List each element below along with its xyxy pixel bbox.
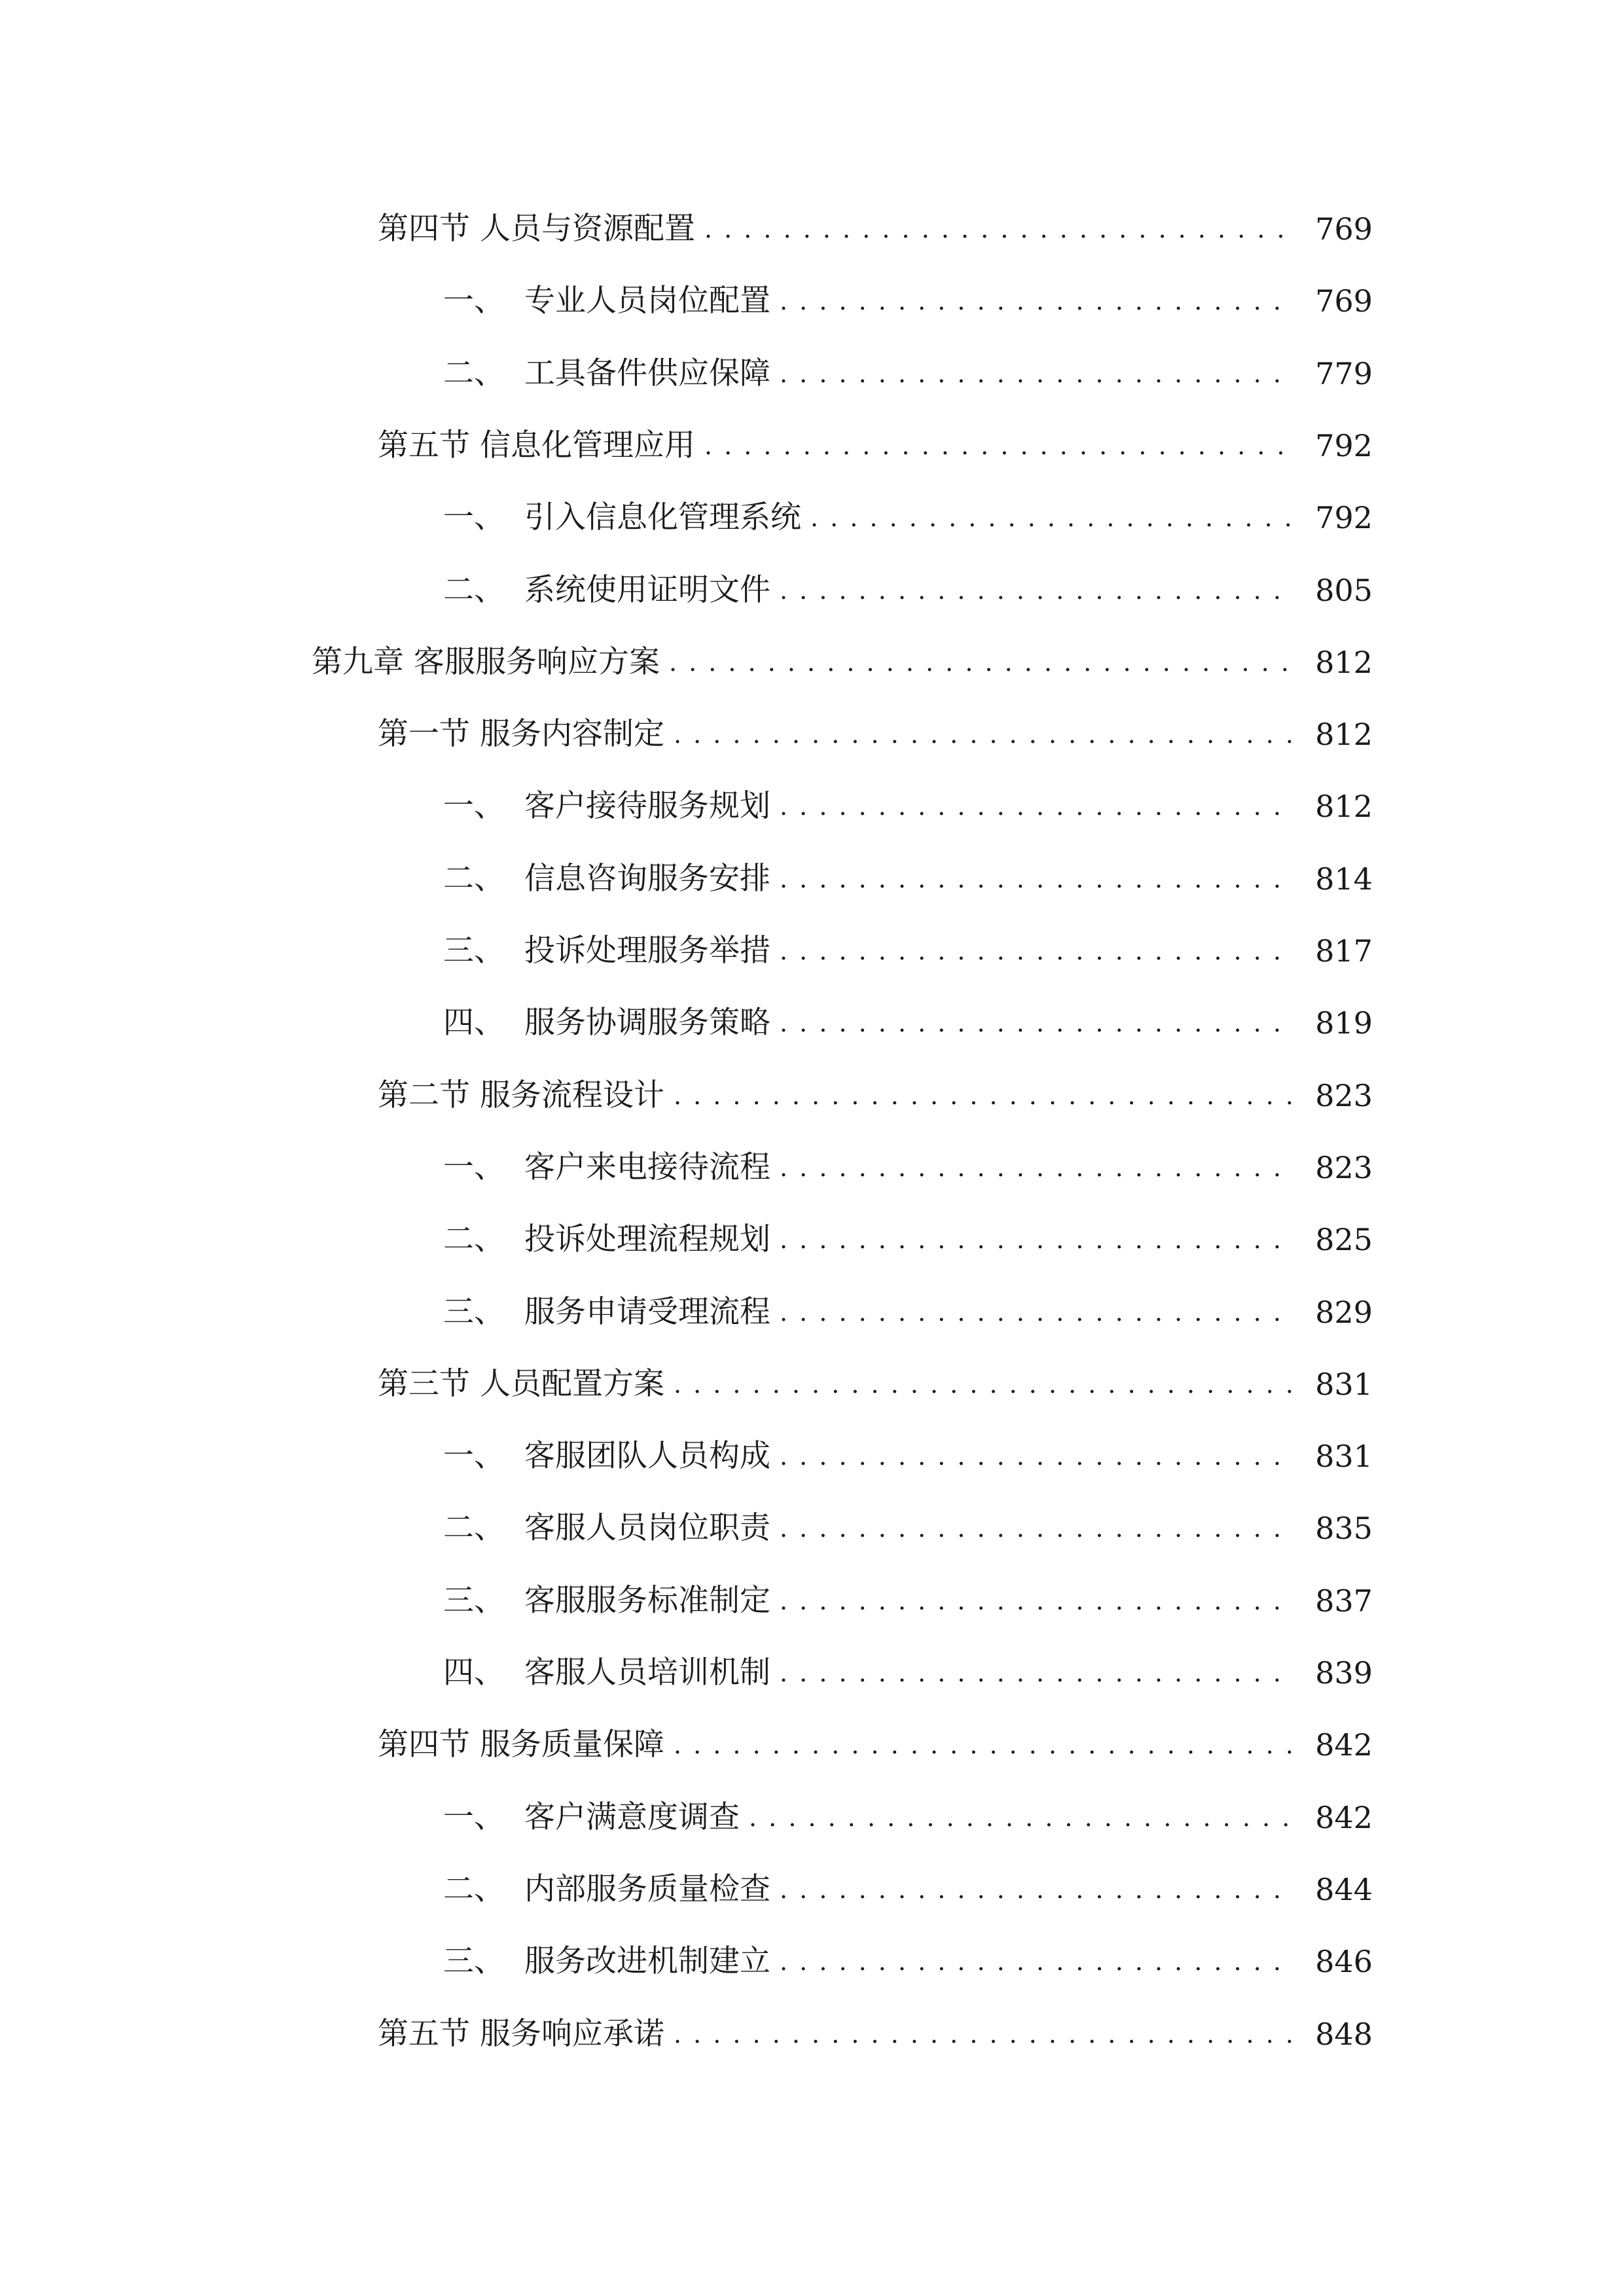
toc-entry-title: 第二节 服务流程设计	[378, 1077, 664, 1113]
toc-dot-leader	[780, 1502, 1291, 1554]
toc-entry[interactable]	[0, 1141, 1624, 1194]
toc-entry-title: 内部服务质量检查	[524, 1871, 770, 1907]
toc-entry-page-number: 837	[1315, 1583, 1373, 1619]
toc-entry[interactable]	[0, 1430, 1624, 1482]
toc-entry-title: 客户接待服务规划	[524, 788, 770, 824]
toc-dot-leader	[780, 564, 1291, 617]
toc-dot-leader	[780, 275, 1291, 327]
toc-entry[interactable]	[0, 1935, 1624, 1988]
toc-entry-page-number: 848	[1315, 2017, 1373, 2052]
toc-dot-leader	[674, 1358, 1291, 1410]
toc-entry[interactable]	[0, 997, 1624, 1049]
toc-entry-title: 专业人员岗位配置	[524, 283, 770, 319]
toc-entry-number: 二、	[443, 572, 505, 608]
toc-dot-leader	[704, 420, 1291, 472]
toc-dot-leader	[674, 708, 1291, 761]
toc-entry[interactable]	[0, 420, 1624, 472]
toc-entry-number: 二、	[443, 861, 505, 897]
toc-entry-page-number: 792	[1315, 500, 1373, 535]
toc-entry[interactable]	[0, 203, 1624, 255]
toc-entry-page-number: 769	[1315, 283, 1373, 319]
toc-dot-leader	[674, 2008, 1291, 2060]
toc-entry[interactable]	[0, 1863, 1624, 1916]
toc-entry-number: 一、	[443, 499, 505, 535]
toc-entry-title: 第四节 服务质量保障	[378, 1727, 664, 1763]
toc-entry-title: 投诉处理服务举措	[524, 933, 770, 969]
toc-entry-page-number: 829	[1315, 1295, 1373, 1330]
toc-entry-number: 三、	[443, 1583, 505, 1619]
toc-entry-number: 三、	[443, 1943, 505, 1979]
toc-entry[interactable]	[0, 1213, 1624, 1266]
toc-entry[interactable]	[0, 1358, 1624, 1410]
toc-entry-title: 客服服务标准制定	[524, 1583, 770, 1619]
toc-entry-title: 服务协调服务策略	[524, 1005, 770, 1041]
toc-entry[interactable]	[0, 564, 1624, 617]
toc-dot-leader	[780, 1213, 1291, 1266]
toc-entry-title: 引入信息化管理系统	[524, 499, 801, 535]
toc-dot-leader	[780, 1430, 1291, 1482]
toc-dot-leader	[780, 1647, 1291, 1699]
toc-entry-title: 第五节 服务响应承诺	[378, 2016, 664, 2052]
toc-entry-title: 投诉处理流程规划	[524, 1221, 770, 1257]
toc-entry-page-number: 823	[1315, 1150, 1373, 1185]
toc-entry[interactable]	[0, 1286, 1624, 1338]
toc-entry[interactable]	[0, 1647, 1624, 1699]
toc-dot-leader	[810, 492, 1291, 544]
toc-entry-page-number: 842	[1315, 1800, 1373, 1835]
toc-entry-title: 客户来电接待流程	[524, 1149, 770, 1185]
toc-entry[interactable]	[0, 2008, 1624, 2060]
toc-entry-title: 服务申请受理流程	[524, 1294, 770, 1330]
toc-entry-number: 一、	[443, 283, 505, 319]
toc-entry-number: 一、	[443, 788, 505, 824]
toc-entry-page-number: 844	[1315, 1872, 1373, 1907]
toc-entry-page-number: 842	[1315, 1727, 1373, 1763]
toc-entry-number: 一、	[443, 1438, 505, 1474]
toc-entry-number: 二、	[443, 355, 505, 391]
toc-entry[interactable]	[0, 1069, 1624, 1122]
toc-dot-leader	[780, 1935, 1291, 1988]
toc-entry-page-number: 835	[1315, 1511, 1373, 1546]
toc-entry-title: 第三节 人员配置方案	[378, 1366, 664, 1402]
toc-entry-page-number: 812	[1315, 717, 1373, 752]
toc-entry[interactable]	[0, 1791, 1624, 1844]
toc-dot-leader	[780, 1141, 1291, 1194]
toc-entry-number: 四、	[443, 1005, 505, 1041]
toc-entry-page-number: 792	[1315, 428, 1373, 463]
toc-entry-page-number: 823	[1315, 1078, 1373, 1113]
toc-entry[interactable]	[0, 348, 1624, 400]
toc-entry[interactable]	[0, 925, 1624, 977]
toc-entry-title: 信息咨询服务安排	[524, 861, 770, 897]
toc-entry[interactable]	[0, 275, 1624, 327]
toc-dot-leader	[780, 780, 1291, 833]
toc-dot-leader	[704, 203, 1291, 255]
toc-entry-page-number: 805	[1315, 573, 1373, 608]
toc-entry-page-number: 817	[1315, 933, 1373, 969]
toc-entry-page-number: 769	[1315, 211, 1373, 247]
toc-entry[interactable]	[0, 636, 1624, 689]
toc-dot-leader	[780, 1863, 1291, 1916]
toc-entry-title: 服务改进机制建立	[524, 1943, 770, 1979]
toc-entry-title: 系统使用证明文件	[524, 572, 770, 608]
toc-entry-page-number: 779	[1315, 356, 1373, 391]
toc-entry-page-number: 825	[1315, 1222, 1373, 1257]
toc-entry-number: 一、	[443, 1799, 505, 1835]
toc-entry-number: 三、	[443, 933, 505, 969]
toc-dot-leader	[749, 1791, 1291, 1844]
toc-entry-number: 二、	[443, 1221, 505, 1257]
toc-entry-title: 客服团队人员构成	[524, 1438, 770, 1474]
toc-entry-title: 第一节 服务内容制定	[378, 716, 664, 752]
toc-dot-leader	[674, 1069, 1291, 1122]
toc-entry-title: 客户满意度调查	[524, 1799, 740, 1835]
toc-entry-page-number: 819	[1315, 1005, 1373, 1041]
toc-entry[interactable]	[0, 708, 1624, 761]
toc-entry[interactable]	[0, 1502, 1624, 1554]
toc-entry-title: 客服人员培训机制	[524, 1655, 770, 1691]
toc-entry-page-number: 839	[1315, 1655, 1373, 1691]
toc-entry-page-number: 812	[1315, 789, 1373, 824]
toc-dot-leader	[780, 1575, 1291, 1627]
toc-entry-title: 第五节 信息化管理应用	[378, 427, 695, 463]
toc-entry-page-number: 814	[1315, 861, 1373, 897]
toc-entry-number: 二、	[443, 1871, 505, 1907]
toc-dot-leader	[780, 925, 1291, 977]
toc-entry-number: 四、	[443, 1655, 505, 1691]
toc-entry[interactable]	[0, 780, 1624, 833]
toc-entry-page-number: 812	[1315, 645, 1373, 680]
toc-entry[interactable]	[0, 492, 1624, 544]
toc-entry[interactable]	[0, 853, 1624, 905]
toc-entry-number: 二、	[443, 1510, 505, 1546]
toc-dot-leader	[780, 1286, 1291, 1338]
toc-entry-title: 第四节 人员与资源配置	[378, 211, 695, 247]
toc-entry[interactable]	[0, 1575, 1624, 1627]
toc-entry-number: 一、	[443, 1149, 505, 1185]
toc-dot-leader	[780, 997, 1291, 1049]
toc-entry-page-number: 831	[1315, 1439, 1373, 1474]
toc-entry-title: 第九章 客服服务响应方案	[312, 644, 660, 680]
toc-entry-number: 三、	[443, 1294, 505, 1330]
toc-entry-title: 客服人员岗位职责	[524, 1510, 770, 1546]
toc-entry[interactable]	[0, 1719, 1624, 1771]
toc-entry-title: 工具备件供应保障	[524, 355, 770, 391]
toc-entry-page-number: 846	[1315, 1944, 1373, 1979]
toc-dot-leader	[780, 853, 1291, 905]
toc-dot-leader	[669, 636, 1291, 689]
toc-dot-leader	[674, 1719, 1291, 1771]
toc-entry-page-number: 831	[1315, 1367, 1373, 1402]
toc-dot-leader	[780, 348, 1291, 400]
